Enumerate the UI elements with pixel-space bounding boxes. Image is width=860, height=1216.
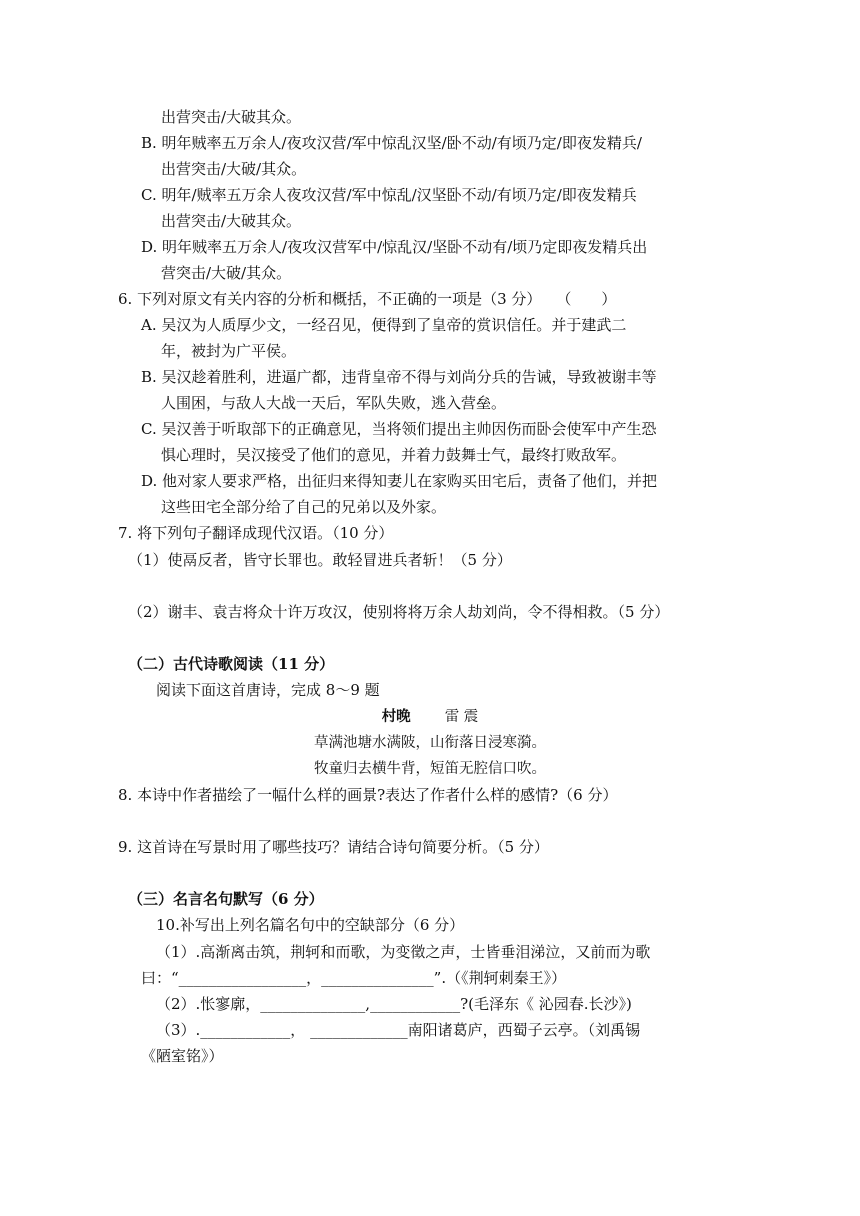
q6-option-a-cont: 年，被封为广平侯。 (161, 342, 297, 360)
poem-author: 雷 震 (444, 709, 479, 725)
question-8: 8. 本诗中作者描绘了一幅什么样的画景?表达了作者什么样的感情?（6 分） (118, 786, 618, 804)
q5-option-a-continuation: 出营突击/大破其众。 (161, 108, 302, 126)
q10-item-2: （2）.怅寥廓，______________,____________?(毛泽东《 沁园春.长沙》) (156, 995, 632, 1013)
q5-option-c-cont: 出营突击/大破其众。 (161, 212, 302, 230)
q7-sentence-2: （2）谢丰、袁吉将众十许万攻汉，使别将将万余人劫刘尚，令不得相救。（5 分） (128, 603, 670, 621)
q10-item-1-cont: 曰：“_________________，_______________”.（《荆轲刺秦王》） (141, 969, 567, 987)
q5-option-b-cont: 出营突击/大破/其众。 (161, 160, 307, 178)
question-10: 10.补写出上列名篇名句中的空缺部分（6 分） (156, 916, 465, 934)
q7-stem: 7. 将下列句子翻译成现代汉语。（10 分） (118, 524, 394, 542)
q6-option-c-cont: 惧心理时，吴汉接受了他们的意见，并着力鼓舞士气，最终打败敌军。 (161, 446, 627, 464)
q6-option-d-cont: 这些田宅全部分给了自己的兄弟以及外家。 (161, 498, 447, 516)
q10-item-1: （1）.高渐离击筑，荆轲和而歌，为变徵之声，士皆垂泪涕泣，又前而为歌 (156, 943, 651, 961)
poem-line-2: 牧童归去横牛背，短笛无腔信口吹。 (314, 761, 546, 777)
q5-option-d: D. 明年贼率五万余人/夜攻汉营军中/惊乱汉/坚卧不动有/顷乃定即夜发精兵出 (141, 238, 648, 256)
poem-line-1: 草满池塘水满陂，山衔落日浸寒漪。 (314, 735, 546, 751)
section-heading: （二）古代诗歌阅读（11 分） (128, 655, 335, 673)
q7-sentence-1: （1）使鬲反者，皆守长罪也。敢轻冒进兵者斩！（5 分） (128, 551, 512, 569)
q6-option-c: C. 吴汉善于听取部下的正确意见，当将领们提出主帅因伤而卧会使军中产生恐 (141, 420, 657, 438)
poem-title: 村晚 (381, 708, 411, 725)
q6-option-d: D. 他对家人要求严格，出征归来得知妻儿在家购买田宅后，责备了他们，并把 (141, 472, 658, 490)
q6-stem: 6. 下列对原文有关内容的分析和概括，不正确的一项是（3 分） （ ） (118, 290, 617, 308)
question-9: 9. 这首诗在写景时用了哪些技巧？请结合诗句简要分析。（5 分） (118, 838, 549, 856)
q5-option-b: B. 明年贼率五万余人/夜攻汉营/军中惊乱汉坚/卧不动/有顷乃定/即夜发精兵/ (141, 134, 642, 152)
section-heading: （三）名言名句默写（6 分） (128, 890, 324, 908)
poem-intro: 阅读下面这首唐诗，完成 8～9 题 (156, 681, 380, 699)
q6-option-a: A. 吴汉为人质厚少文，一经召见，便得到了皇帝的赏识信任。并于建武二 (141, 316, 627, 334)
q10-item-3-cont: 《陋室铭》） (141, 1047, 224, 1065)
poem-title-line (0, 705, 860, 729)
q6-option-b: B. 吴汉趁着胜利，进逼广都，违背皇帝不得与刘尚分兵的告诫，导致被谢丰等 (141, 368, 657, 386)
q10-item-3: （3）.____________， _____________南阳诸葛庐，西蜀子云亭。（刘禹锡 (156, 1021, 641, 1039)
q5-option-d-cont: 营突击/大破/其众。 (161, 264, 292, 282)
q5-option-c: C. 明年/贼率五万余人夜攻汉营/军中惊乱/汉坚卧不动/有顷乃定/即夜发精兵 (141, 186, 637, 204)
q6-option-b-cont: 人围困，与敌人大战一天后，军队失败，逃入营垒。 (161, 394, 507, 412)
